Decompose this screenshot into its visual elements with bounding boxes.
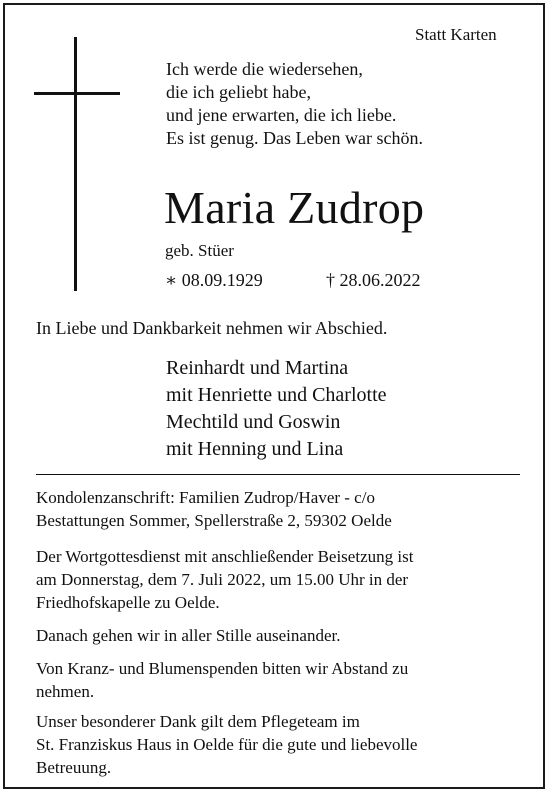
verse-line: Ich werde die wiedersehen, [166, 59, 363, 79]
family-line: mit Henning und Lina [166, 438, 344, 460]
notice-line: nehmen. [36, 682, 95, 701]
notice-line: Kondolenzanschrift: Familien Zudrop/Haver - c/o [36, 488, 375, 507]
verse-line: Es ist genug. Das Leben war schön. [166, 128, 423, 148]
notice-line: am Donnerstag, dem 7. Juli 2022, um 15.00 Uhr in der [36, 570, 409, 589]
statt-karten-label: Statt Karten [415, 25, 497, 44]
family-line: mit Henriette und Charlotte [166, 384, 387, 406]
flowers-notice [36, 657, 526, 703]
cross-vertical-bar [74, 37, 77, 291]
condolence-address [36, 486, 526, 532]
notice-line: Danach gehen wir in aller Stille auseinander. [36, 626, 341, 645]
notice-line: St. Franziskus Haus in Oelde für die gute und liebevolle [36, 735, 418, 754]
maiden-name: geb. Stüer [165, 241, 234, 260]
memorial-verse [166, 58, 423, 150]
cross-horizontal-bar [34, 92, 120, 95]
birth-date: ∗ 08.09.1929 [165, 270, 263, 290]
afterwards-notice [36, 624, 526, 647]
family-line: Mechtild und Goswin [166, 411, 341, 433]
notice-line: Betreuung. [36, 758, 112, 777]
death-date: † 28.06.2022 [326, 270, 421, 290]
obituary-card [3, 3, 545, 789]
notice-line: Der Wortgottesdienst mit anschließender Beisetzung ist [36, 547, 414, 566]
family-line: Reinhardt und Martina [166, 357, 349, 379]
farewell-line: In Liebe und Dankbarkeit nehmen wir Abschied. [36, 318, 388, 338]
verse-line: die ich geliebt habe, [166, 82, 311, 102]
verse-line: und jene erwarten, die ich liebe. [166, 105, 397, 125]
notice-line: Unser besonderer Dank gilt dem Pflegeteam im [36, 712, 360, 731]
section-divider [36, 474, 520, 475]
notice-line: Von Kranz- und Blumenspenden bitten wir Abstand zu [36, 659, 409, 678]
service-notice [36, 545, 526, 614]
deceased-name: Maria Zudrop [164, 182, 425, 233]
notice-line: Bestattungen Sommer, Spellerstraße 2, 59302 Oelde [36, 511, 392, 530]
thanks-notice [36, 710, 526, 779]
notice-line: Friedhofskapelle zu Oelde. [36, 593, 220, 612]
family-list [166, 355, 387, 463]
